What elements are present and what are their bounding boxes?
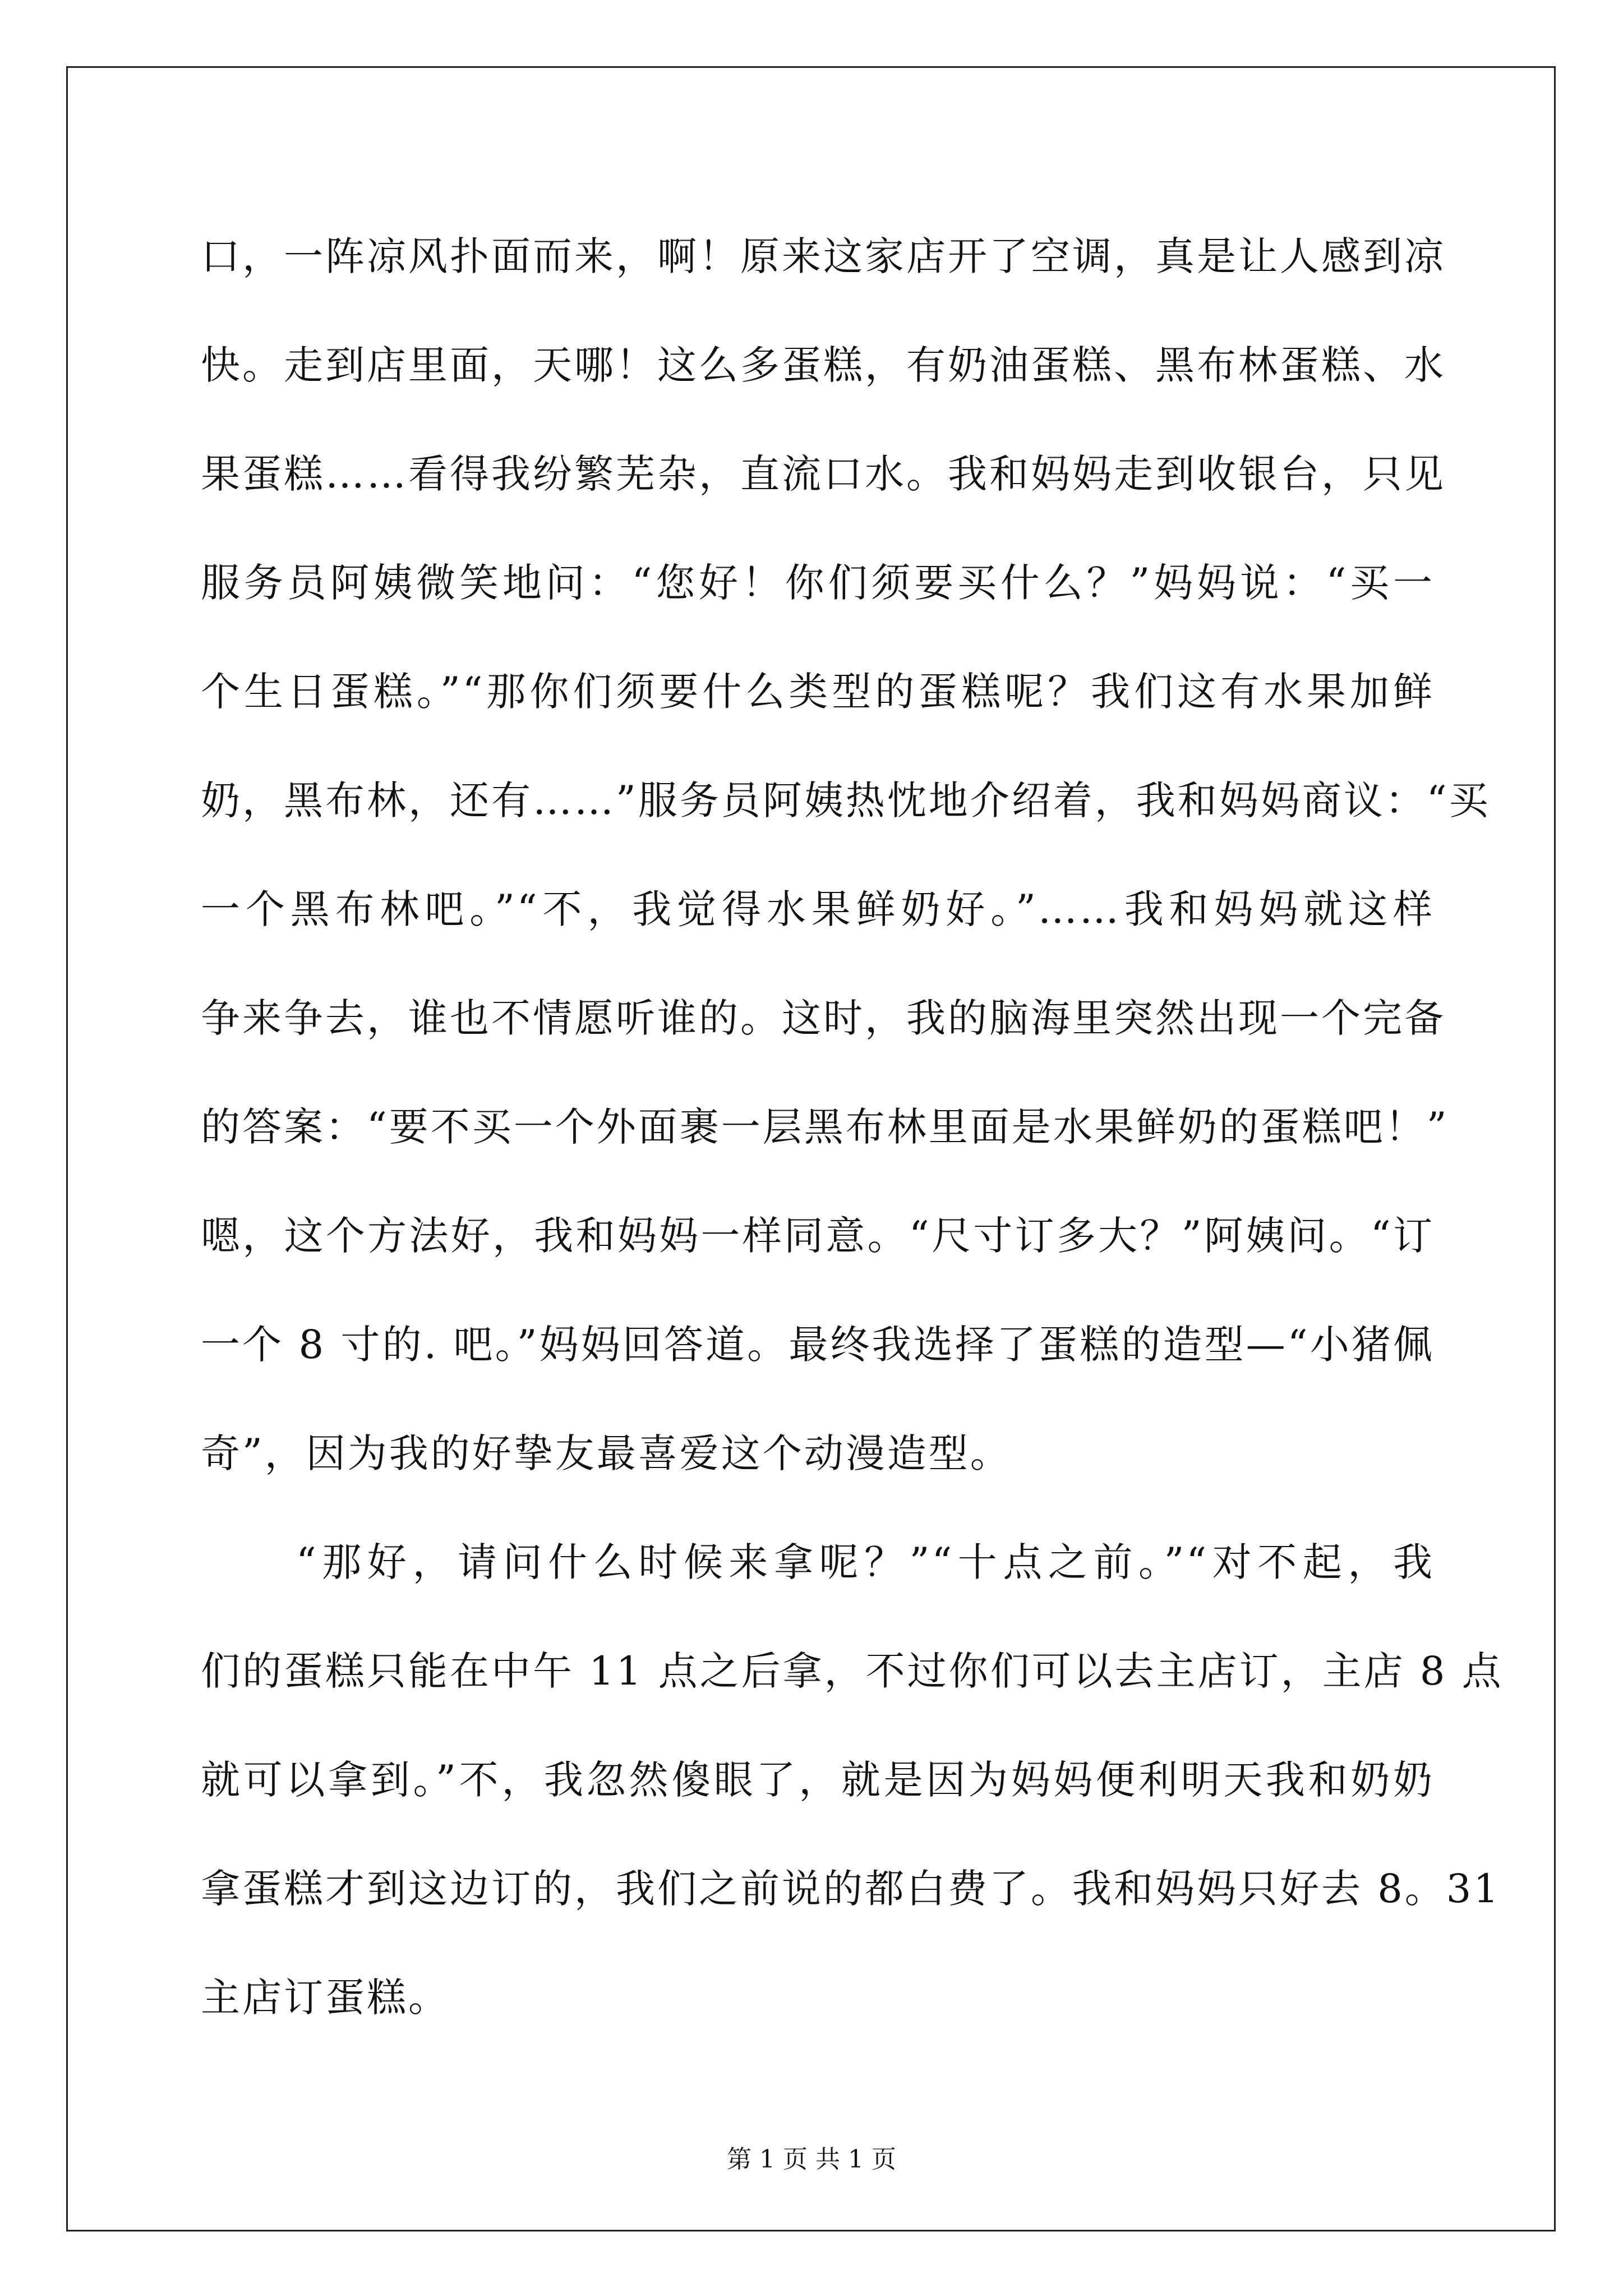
paragraph-start-line: “那好，请问什么时候来拿呢？”“十点之前。”“对不起，我 (296, 1539, 1435, 1585)
text-line: 快。走到店里面，天哪！这么多蛋糕，有奶油蛋糕、黑布林蛋糕、水 (201, 342, 1446, 388)
text-line: 拿蛋糕才到这边订的，我们之前说的都白费了。我和妈妈只好去 8。31 (201, 1866, 1501, 1912)
text-line: 嗯，这个方法好，我和妈妈一样同意。“尺寸订多大？”阿姨问。“订 (201, 1213, 1435, 1259)
text-line: 口，一阵凉风扑面而来，啊！原来这家店开了空调，真是让人感到凉 (201, 233, 1446, 279)
text-line: 就可以拿到。”不，我忽然傻眼了，就是因为妈妈便利明天我和奶奶 (201, 1757, 1435, 1803)
text-line: 一个 8 寸的. 吧。”妈妈回答道。最终我选择了蛋糕的造型—“小猪佩 (201, 1322, 1435, 1368)
text-line: 服务员阿姨微笑地问：“您好！你们须要买什么？”妈妈说：“买一 (201, 560, 1435, 606)
document-body (201, 202, 1504, 2052)
text-line: 奶，黑布林，还有……”服务员阿姨热忱地介绍着，我和妈妈商议：“买 (201, 777, 1491, 823)
text-line: 个生日蛋糕。”“那你们须要什么类型的蛋糕呢？我们这有水果加鲜 (201, 669, 1435, 715)
text-line: 果蛋糕……看得我纷繁芜杂，直流口水。我和妈妈走到收银台，只见 (201, 451, 1446, 497)
text-line: 一个黑布林吧。”“不，我觉得水果鲜奶好。”……我和妈妈就这样 (201, 886, 1435, 932)
text-line: 奇”，因为我的好挚友最喜爱这个动漫造型。 (201, 1430, 1012, 1476)
text-line: 的答案：“要不买一个外面裹一层黑布林里面是水果鲜奶的蛋糕吧！” (201, 1104, 1449, 1150)
text-line: 争来争去，谁也不情愿听谁的。这时，我的脑海里突然出现一个完备 (201, 995, 1446, 1041)
page-footer: 第 1 页 共 1 页 (727, 2145, 896, 2174)
text-line: 们的蛋糕只能在中午 11 点之后拿，不过你们可以去主店订，主店 8 点 (201, 1648, 1504, 1694)
text-line: 主店订蛋糕。 (201, 1975, 450, 2021)
